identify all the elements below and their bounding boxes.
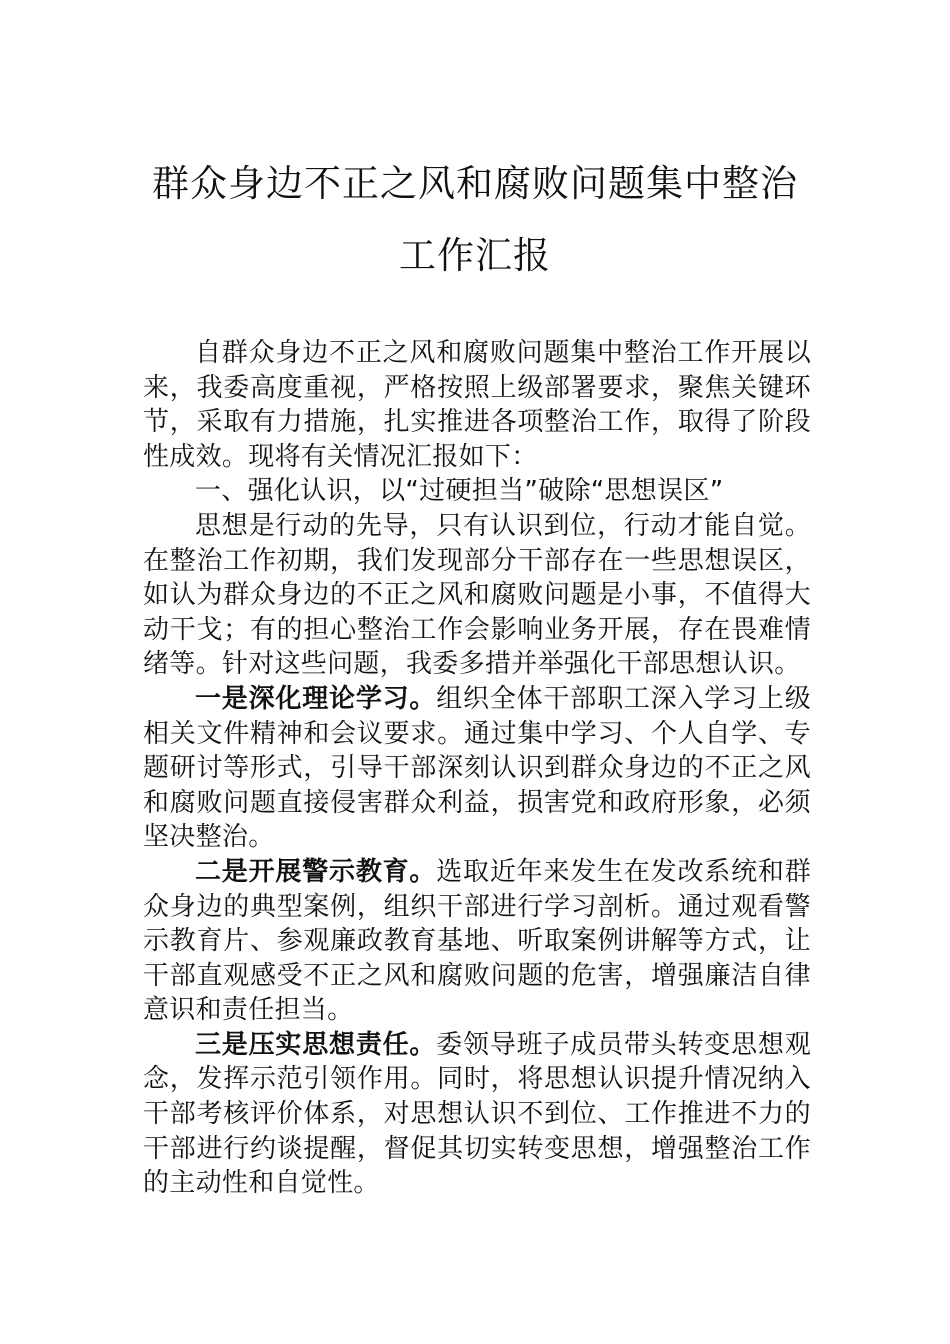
item-lead-2: 二是开展警示教育。 xyxy=(195,856,437,887)
item-text-1: 组织全体干部职工深入学习上级相关文件精神和会议要求。通过集中学习、个人自学、专题研讨等形式，引导干部深刻认识到群众身边的不正之风和腐败问题直接侵害群众利益，损害党和政府形象，必须坚决整治。 xyxy=(143,683,812,853)
item-text-2: 选取近年来发生在发改系统和群众身边的典型案例，组织干部进行学习剖析。通过观看警示教育片、参观廉政教育基地、听取案例讲解等方式，让干部直观感受不正之风和腐败问题的危害，增强廉洁自律意识和责任担当。 xyxy=(143,856,812,1026)
document-title: 群众身边不正之风和腐败问题集中整治工作汇报 xyxy=(152,162,798,277)
item-paragraph-1 xyxy=(143,682,811,855)
item-paragraph-3 xyxy=(143,1028,811,1201)
item-paragraph-2 xyxy=(143,855,811,1028)
item-text-3: 委领导班子成员带头转变思想观念，发挥示范引领作用。同时，将思想认识提升情况纳入干部考核评价体系，对思想认识不到位、工作推进不力的干部进行约谈提醒，督促其切实转变思想，增强整治工作的主动性和自觉性。 xyxy=(143,1029,812,1199)
intro-paragraph: 自群众身边不正之风和腐败问题集中整治工作开展以来，我委高度重视，严格按照上级部署要求，聚焦关键环节，采取有力措施，扎实推进各项整治工作，取得了阶段性成效。现将有关情况汇报如下： xyxy=(143,338,811,472)
section-heading: 一、强化认识，以“过硬担当”破除“思想误区” xyxy=(195,476,724,507)
item-lead-3: 三是压实思想责任。 xyxy=(195,1029,437,1060)
item-lead-1: 一是深化理论学习。 xyxy=(195,683,437,714)
document-body xyxy=(143,336,811,1201)
section-paragraph: 思想是行动的先导，只有认识到位，行动才能自觉。在整治工作初期，我们发现部分干部存在一些思想误区，如认为群众身边的不正之风和腐败问题是小事，不值得大动干戈；有的担心整治工作会影响业务开展，存在畏难情绪等。针对这些问题，我委多措并举强化干部思想认识。 xyxy=(143,510,811,680)
